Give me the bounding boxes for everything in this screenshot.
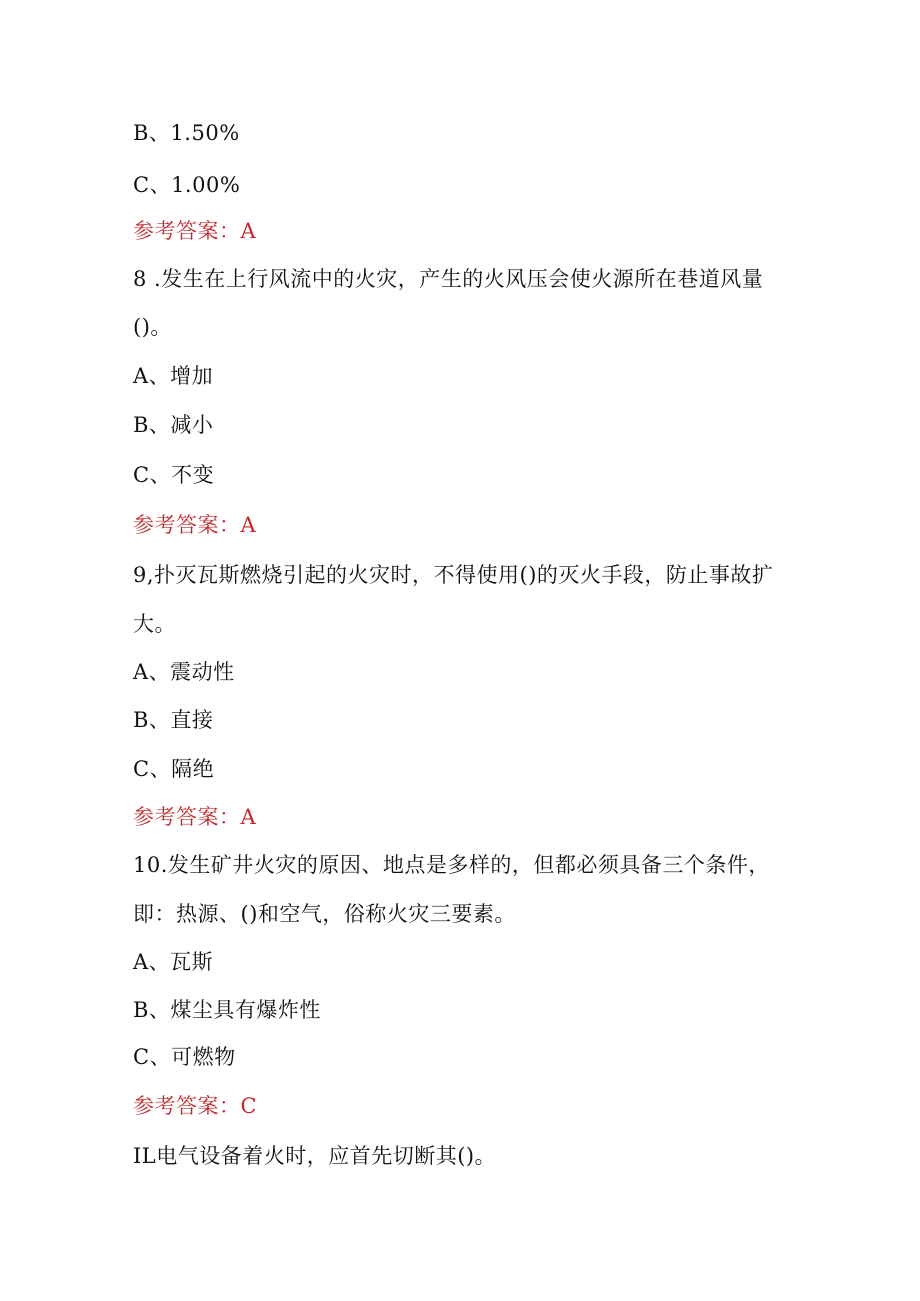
question-continuation: 即：热源、()和空气，俗称火灾三要素。 <box>133 902 516 926</box>
answer-label: 参考答案： <box>133 219 241 243</box>
answer-line <box>133 803 256 831</box>
answer-value: A <box>240 513 257 537</box>
option-line: C、1.00% <box>133 173 241 197</box>
question-line: 9,扑灭瓦斯燃烧引起的火灾时，不得使用()的灭火手段，防止事故扩 <box>133 563 774 587</box>
question-continuation: ()。 <box>133 315 172 339</box>
question-continuation: 大。 <box>133 612 176 636</box>
option-line: B、减小 <box>133 413 214 437</box>
option-line: B、1.50% <box>133 121 240 145</box>
answer-line <box>133 511 256 539</box>
option-line: C、可燃物 <box>133 1045 236 1069</box>
answer-value: C <box>240 1094 258 1118</box>
question-line: 10.发生矿井火灾的原因、地点是多样的，但都必须具备三个条件， <box>133 853 770 877</box>
option-line: C、隔绝 <box>133 757 215 781</box>
answer-label: 参考答案： <box>133 805 241 829</box>
option-line: B、直接 <box>133 708 214 732</box>
question-line: IL电气设备着火时，应首先切断其()。 <box>133 1144 497 1168</box>
answer-label: 参考答案： <box>133 513 241 537</box>
option-line: B、煤尘具有爆炸性 <box>133 998 321 1022</box>
option-line: A、瓦斯 <box>133 950 214 974</box>
option-line: A、震动性 <box>133 660 235 684</box>
answer-label: 参考答案： <box>133 1094 241 1118</box>
answer-value: A <box>240 219 257 243</box>
option-line: C、不变 <box>133 463 215 487</box>
answer-line <box>133 217 256 245</box>
answer-line <box>133 1092 257 1120</box>
answer-value: A <box>240 805 257 829</box>
question-line: 8 .发生在上行风流中的火灾，产生的火风压会使火源所在巷道风量 <box>133 267 764 291</box>
option-line: A、增加 <box>133 364 214 388</box>
